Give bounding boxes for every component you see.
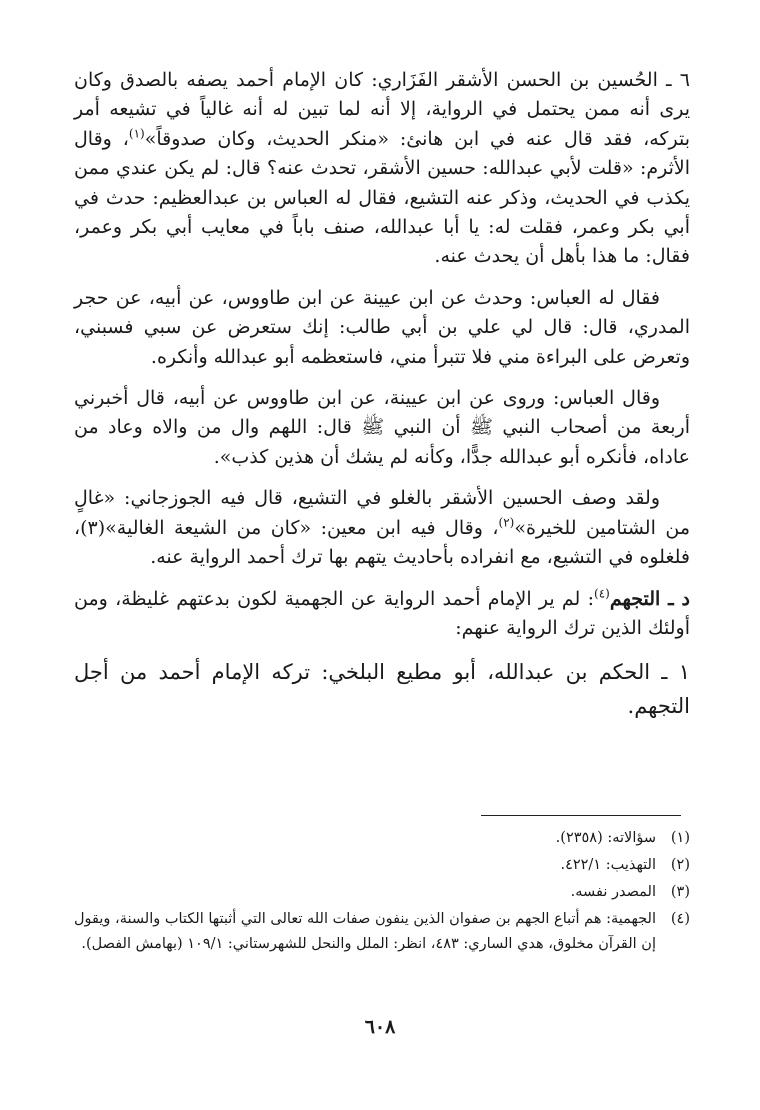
paragraph-abbas-hadith-1: فقال له العباس: وحدث عن ابن عيينة عن ابن طاووس، عن أبيه، عن حجر المدري، قال: قال لي علي بن أبي طالب: إنك ستعرض عن سبي فسبني، وتعرض على البراءة مني فلا تتبرأ مني، فاستعظمه أبو عبدالله وأنكره. — [74, 286, 690, 368]
paragraph-hakam-balkhi: ١ ـ الحكم بن عبدالله، أبو مطيع البلخي: تركه الإمام أحمد من أجل التجهم. — [74, 660, 690, 719]
footnote-text: التهذيب: ٤٢٢/١. — [560, 857, 656, 873]
footnote-1 — [74, 826, 690, 851]
page-number: ٦٠٨ — [364, 1016, 396, 1038]
footnote-ref-2: (٢) — [498, 515, 515, 530]
footnote-text: سؤالاته: (٢٣٥٨). — [555, 830, 656, 846]
footnote-number: (٤) — [670, 911, 690, 927]
paragraph-jawzajani: ولقد وصف الحسين الأشقر بالغلو في التشيع، قال فيه الجوزجاني: «غالٍ من الشتامين للخيرة»$^{(٢)}$، وقال فيه ابن معين: «كان من الشيعة الغالية»(٣)، فلغلوه في التشيع، مع انفراده بأحاديث يتهم بها ترك أحمد الرواية عنه. — [74, 487, 691, 569]
footnote-divider — [481, 815, 681, 816]
paragraph-abbas-hadith-2: وقال العباس: وروى عن ابن عيينة، عن ابن طاووس عن أبيه، قال أخبرني أربعة من أصحاب النبي ﷺ أن النبي ﷺ قال: اللهم وال من والاه وعاد من عاداه، فأنكره أبو عبدالله جدًّا، وكأنه لم يشك أن هذين كذب». — [74, 387, 690, 468]
footnote-4 — [74, 907, 690, 957]
footnote-text: المصدر نفسه. — [570, 884, 656, 900]
footnote-2 — [74, 853, 690, 878]
footnotes — [74, 826, 690, 959]
footnote-text: الجهمية: هم أتباع الجهم بن صفوان الذين ينفون صفات الله تعالى التي أثبتها الكتاب والسنة، ويقول إن القرآن مخلوق، هدي الساري: ٤٨٣، انظر: الملل والنحل للشهرستاني: ١٠٩/١ (بهامش الفصل). — [74, 911, 656, 952]
footnote-3 — [74, 880, 690, 905]
footnote-number: (٣) — [670, 884, 690, 900]
footnote-number: (١) — [670, 830, 690, 846]
footnote-ref-1: (١) — [128, 126, 145, 141]
paragraph-husayn-al-ashqar: ٦ ـ الحُسين بن الحسن الأشقر الفَزَاري: كان الإمام أحمد يصفه بالصدق وكان يرى أنه ممن يحتمل في الرواية، إلا أنه لما تبين له أنه غالياً في تشيعه أمر بتركه، فقد قال عنه في ابن هانئ: «منكر الحديث، وكان صدوقاً»$^{(١)}$، وقال الأثرم: «قلت لأبي عبدالله: حسين الأشقر، تحدث عنه؟ قال: لم يكن عندي ممن يكذب في الحديث، وذكر عنه التشيع، فقال له العباس بن عبدالعظيم: حدث في أبي بكر وعمر، فقلت له: يا أبا عبدالله، صنف باباً في معايب أبي بكر وعمر، فقال: ما هذا بأهل أن يحدث عنه. — [74, 69, 690, 268]
footnote-number: (٢) — [670, 857, 690, 873]
section-heading-tajahhum: د ـ التجهم — [609, 587, 691, 610]
footnote-ref-4: (٤) — [594, 586, 610, 601]
paragraph-tajahhum: د ـ التجهم$^{(٤)}$: لم ير الإمام أحمد الرواية عن الجهمية لكون بدعتهم غليظة، ومن أولئك الذين ترك الرواية عنهم: — [74, 586, 691, 639]
main-text — [74, 66, 690, 735]
